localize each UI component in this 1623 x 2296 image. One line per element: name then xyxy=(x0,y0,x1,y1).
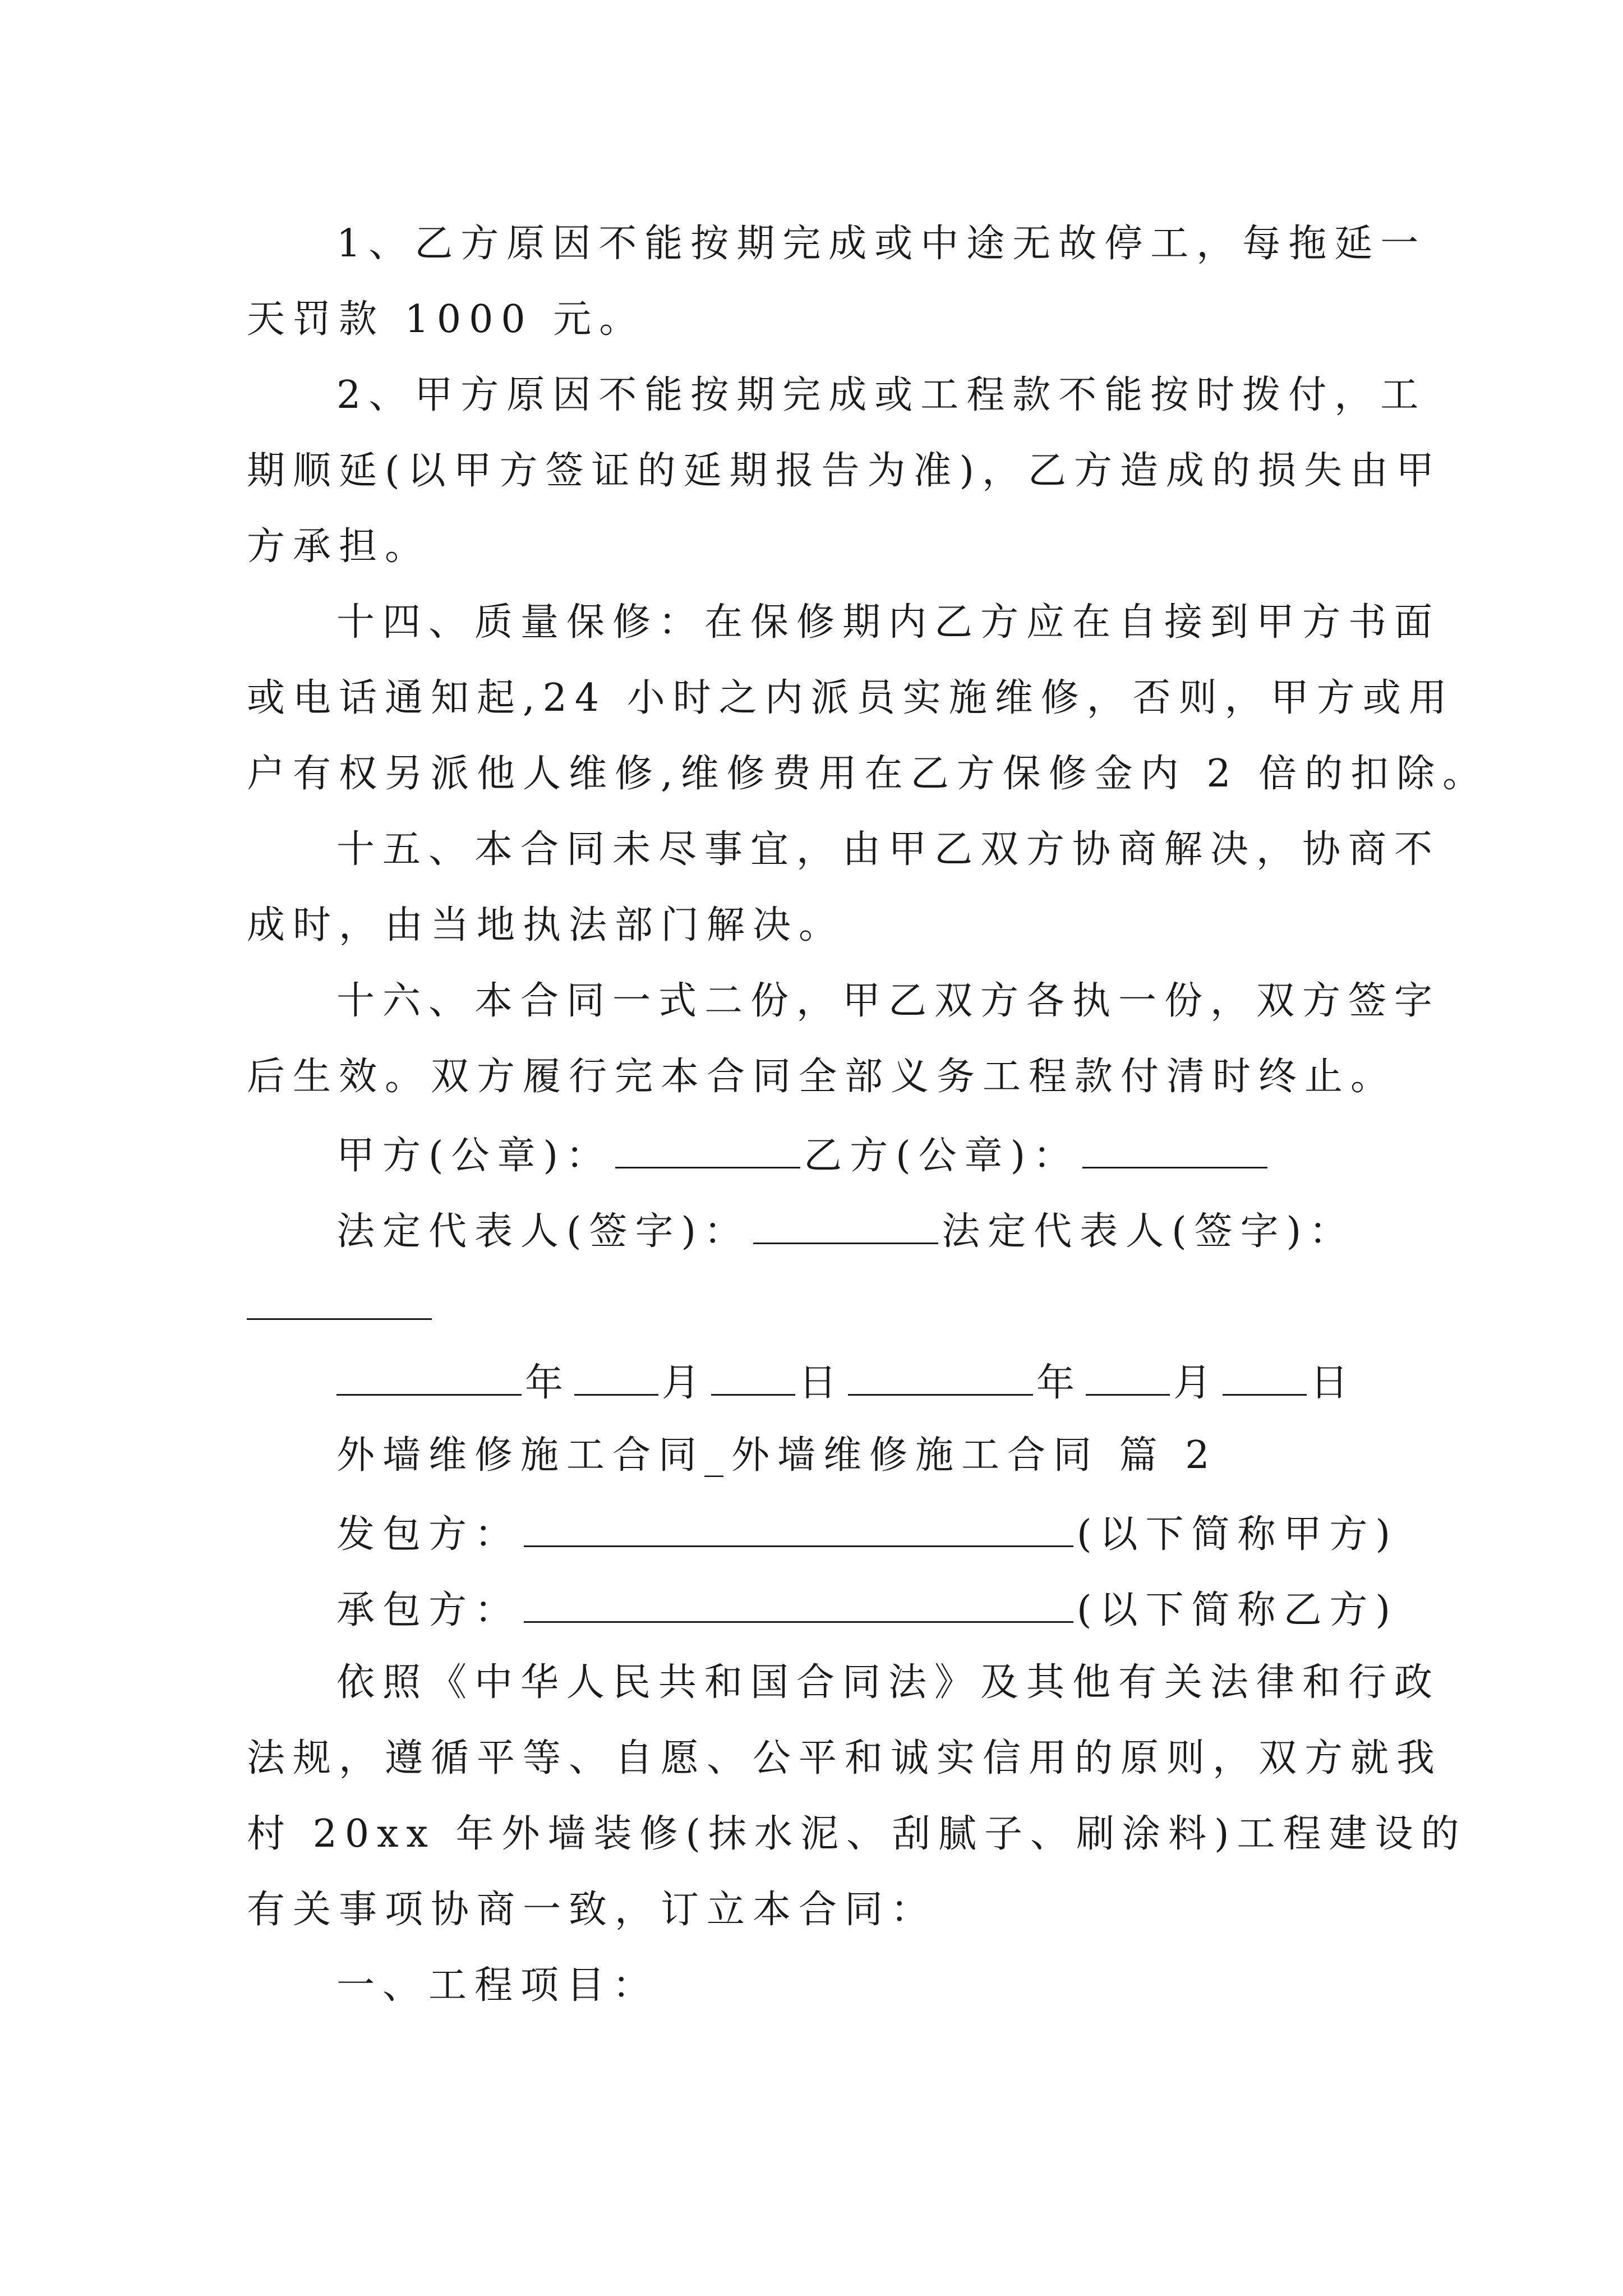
date-b-month-blank[interactable] xyxy=(1086,1355,1170,1396)
rep-b-blank-line xyxy=(247,1279,435,1333)
subcontractor-blank[interactable] xyxy=(524,1582,1073,1623)
subcontractor-suffix: (以下简称乙方) xyxy=(1077,1588,1399,1632)
contractor-label: 发包方： xyxy=(336,1512,521,1557)
item-1-heading: 一、工程项目： xyxy=(336,1963,659,2008)
party-a-seal-label: 甲方(公章)： xyxy=(336,1134,612,1178)
para-1-line-2: 天罚款 1000 元。 xyxy=(247,297,645,342)
para-4-line-1: 十五、本合同未尽事宜，由甲乙双方协商解决，协商不 xyxy=(336,827,1441,872)
date-a-year-blank[interactable] xyxy=(336,1355,522,1396)
subcontractor-line xyxy=(336,1582,1398,1636)
date-b-month: 月 xyxy=(1173,1361,1220,1405)
date-b-day: 日 xyxy=(1310,1361,1357,1405)
date-a-day: 日 xyxy=(799,1361,845,1405)
rep-a-blank[interactable] xyxy=(753,1203,938,1244)
para-5-line-1: 十六、本合同一式二份，甲乙双方各执一份，双方签字 xyxy=(336,979,1441,1023)
para-6-line-1: 依照《中华人民共和国合同法》及其他有关法律和行政 xyxy=(336,1660,1441,1705)
date-a-year: 年 xyxy=(525,1361,571,1405)
party-b-seal-label: 乙方(公章)： xyxy=(804,1134,1080,1178)
date-line xyxy=(336,1355,1356,1409)
section-title: 外墙维修施工合同_外墙维修施工合同 篇 2 xyxy=(336,1433,1218,1478)
para-3-line-1: 十四、质量保修：在保修期内乙方应在自接到甲方书面 xyxy=(336,600,1441,645)
para-2-line-3: 方承担。 xyxy=(247,524,431,569)
para-3-line-2: 或电话通知起,24 小时之内派员实施维修，否则，甲方或用 xyxy=(247,676,1455,720)
date-b-year-blank[interactable] xyxy=(848,1355,1033,1396)
date-b-day-blank[interactable] xyxy=(1223,1355,1307,1396)
para-6-line-4: 有关事项协商一致，订立本合同： xyxy=(247,1888,937,1932)
para-3-line-3: 户有权另派他人维修,维修费用在乙方保修金内 2 倍的扣除。 xyxy=(247,752,1489,796)
contractor-blank[interactable] xyxy=(524,1506,1073,1547)
para-6-line-2: 法规，遵循平等、自愿、公平和诚实信用的原则，双方就我 xyxy=(247,1736,1443,1780)
para-2-line-2: 期顺延(以甲方签证的延期报告为准)，乙方造成的损失由甲 xyxy=(247,449,1442,493)
date-b-year: 年 xyxy=(1036,1361,1083,1405)
rep-a-label: 法定代表人(签字)： xyxy=(336,1209,750,1254)
para-1-line-1: 1、乙方原因不能按期完成或中途无故停工，每拖延一 xyxy=(336,222,1427,266)
contractor-suffix: (以下简称甲方) xyxy=(1077,1512,1399,1557)
representative-line xyxy=(336,1203,1355,1257)
para-6-line-3: 村 20xx 年外墙装修(抹水泥、刮腻子、刷涂料)工程建设的 xyxy=(247,1812,1467,1856)
contractor-line xyxy=(336,1506,1398,1560)
date-a-month: 月 xyxy=(662,1361,708,1405)
para-2-line-1: 2、甲方原因不能按期完成或工程款不能按时拨付，工 xyxy=(336,373,1427,417)
party-b-seal-blank[interactable] xyxy=(1082,1128,1267,1168)
date-a-day-blank[interactable] xyxy=(711,1355,795,1396)
para-5-line-2: 后生效。双方履行完本合同全部义务工程款付清时终止。 xyxy=(247,1055,1397,1099)
party-a-seal-blank[interactable] xyxy=(615,1128,800,1168)
rep-b-label: 法定代表人(签字)： xyxy=(942,1209,1355,1254)
para-4-line-2: 成时，由当地执法部门解决。 xyxy=(247,903,845,947)
party-seal-line xyxy=(336,1128,1271,1181)
rep-b-blank[interactable] xyxy=(247,1279,432,1320)
date-a-month-blank[interactable] xyxy=(574,1355,658,1396)
subcontractor-label: 承包方： xyxy=(336,1588,521,1632)
